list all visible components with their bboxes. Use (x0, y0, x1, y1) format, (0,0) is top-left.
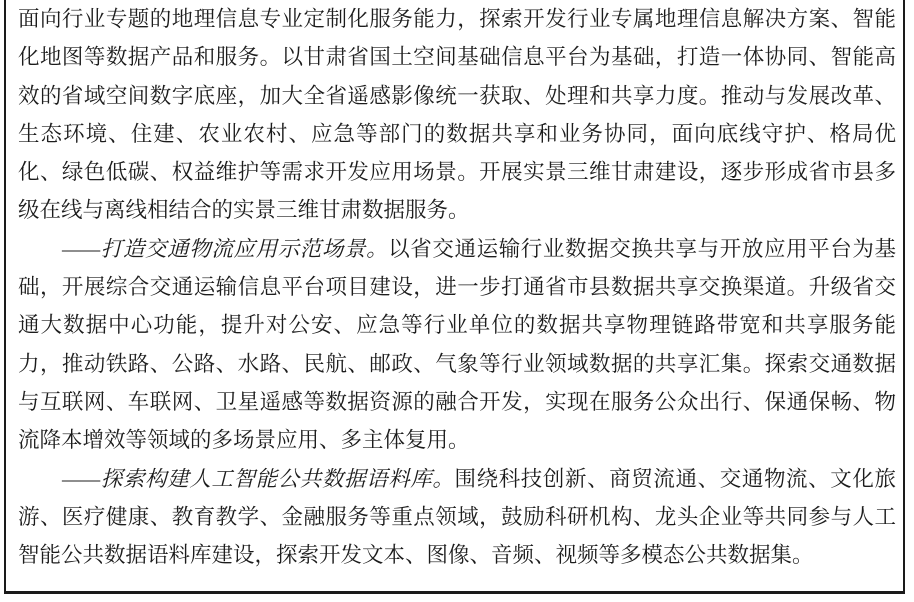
paragraph-2 (18, 230, 896, 460)
paragraph-2-lead: ——打造交通物流应用示范场景。 (62, 236, 389, 261)
paragraph-3 (18, 460, 896, 575)
paragraph-1 (18, 0, 896, 230)
paragraph-1-text: 面向行业专题的地理信息专业定制化服务能力，探索开发行业专属地理信息解决方案、智能化地图等数据产品和服务。以甘肃省国土空间基础信息平台为基础，打造一体协同、智能高效的省域空间数字底座，加大全省遥感影像统一获取、处理和共享力度。推动与发展改革、生态环境、住建、农业农村、应急等部门的数据共享和业务协同，面向底线守护、格局优化、绿色低碳、权益维护等需求开发应用场景。开展实景三维甘肃建设，逐步形成省市县多级在线与离线相结合的实景三维甘肃数据服务。 (18, 7, 896, 223)
document-body (18, 0, 896, 574)
paragraph-3-text: 围绕科技创新、商贸流通、交通物流、文化旅游、医疗健康、教育教学、金融服务等重点领域，鼓励科研机构、龙头企业等共同参与人工智能公共数据语料库建设，探索开发文本、图像、音频、视频等多模态公共数据集。 (18, 466, 896, 568)
paragraph-2-text: 以省交通运输行业数据交换共享与开放应用平台为基础，开展综合交通运输信息平台项目建设，进一步打通省市县数据共享交换渠道。升级省交通大数据中心功能，提升对公安、应急等行业单位的数据共享物理链路带宽和共享服务能力，推动铁路、公路、水路、民航、邮政、气象等行业领域数据的共享汇集。探索交通数据与互联网、车联网、卫星遥感等数据资源的融合开发，实现在服务公众出行、保通保畅、物流降本增效等领域的多场景应用、多主体复用。 (18, 236, 896, 453)
paragraph-3-lead: ——探索构建人工智能公共数据语料库。 (62, 466, 455, 491)
